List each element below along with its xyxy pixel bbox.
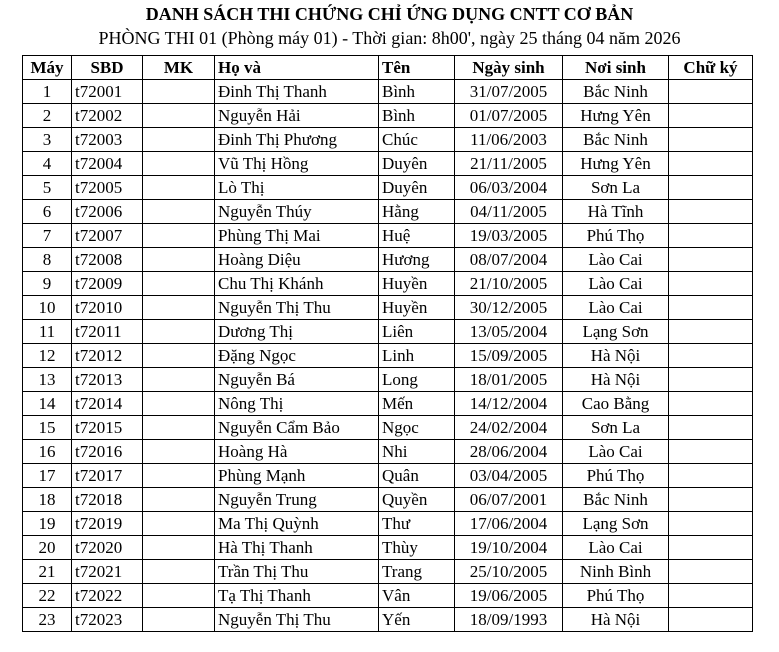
cell-ten: Huyền (379, 296, 455, 320)
cell-noi-sinh: Hà Nội (563, 368, 669, 392)
cell-ho-va: Đặng Ngọc (215, 344, 379, 368)
cell-sbd: t72010 (72, 296, 143, 320)
cell-ho-va: Tạ Thị Thanh (215, 584, 379, 608)
column-header-mk: MK (143, 56, 215, 80)
cell-chu-ky (669, 296, 753, 320)
cell-ten: Yến (379, 608, 455, 632)
cell-ten: Huyền (379, 272, 455, 296)
cell-may: 21 (23, 560, 72, 584)
cell-sbd: t72006 (72, 200, 143, 224)
cell-chu-ky (669, 488, 753, 512)
cell-ho-va: Nguyễn Thúy (215, 200, 379, 224)
cell-ho-va: Ma Thị Quỳnh (215, 512, 379, 536)
cell-ten: Long (379, 368, 455, 392)
cell-chu-ky (669, 560, 753, 584)
cell-ho-va: Đinh Thị Phương (215, 128, 379, 152)
cell-ngay-sinh: 30/12/2005 (455, 296, 563, 320)
cell-sbd: t72008 (72, 248, 143, 272)
table-row (23, 176, 753, 200)
cell-sbd: t72013 (72, 368, 143, 392)
cell-ten: Quân (379, 464, 455, 488)
cell-sbd: t72001 (72, 80, 143, 104)
cell-sbd: t72005 (72, 176, 143, 200)
cell-ten: Ngọc (379, 416, 455, 440)
table-row (23, 560, 753, 584)
cell-noi-sinh: Hưng Yên (563, 152, 669, 176)
table-row (23, 320, 753, 344)
cell-chu-ky (669, 176, 753, 200)
cell-ten: Vân (379, 584, 455, 608)
cell-noi-sinh: Lào Cai (563, 248, 669, 272)
cell-ten: Duyên (379, 152, 455, 176)
cell-ngay-sinh: 19/06/2005 (455, 584, 563, 608)
cell-chu-ky (669, 80, 753, 104)
cell-noi-sinh: Phú Thọ (563, 224, 669, 248)
cell-mk (143, 272, 215, 296)
cell-ho-va: Nguyễn Cẩm Bảo (215, 416, 379, 440)
cell-sbd: t72023 (72, 608, 143, 632)
cell-mk (143, 224, 215, 248)
table-row (23, 392, 753, 416)
cell-chu-ky (669, 512, 753, 536)
cell-mk (143, 368, 215, 392)
cell-chu-ky (669, 608, 753, 632)
table-row (23, 368, 753, 392)
table-row (23, 104, 753, 128)
cell-ngay-sinh: 04/11/2005 (455, 200, 563, 224)
cell-ten: Liên (379, 320, 455, 344)
table-row (23, 344, 753, 368)
table-row (23, 512, 753, 536)
cell-sbd: t72011 (72, 320, 143, 344)
cell-noi-sinh: Cao Bằng (563, 392, 669, 416)
cell-sbd: t72020 (72, 536, 143, 560)
cell-noi-sinh: Hà Nội (563, 344, 669, 368)
cell-ho-va: Phùng Mạnh (215, 464, 379, 488)
cell-sbd: t72019 (72, 512, 143, 536)
cell-sbd: t72009 (72, 272, 143, 296)
cell-ho-va: Nguyễn Thị Thu (215, 608, 379, 632)
cell-ten: Nhi (379, 440, 455, 464)
cell-mk (143, 320, 215, 344)
cell-noi-sinh: Phú Thọ (563, 464, 669, 488)
table-row (23, 464, 753, 488)
cell-ten: Bình (379, 104, 455, 128)
cell-noi-sinh: Bắc Ninh (563, 128, 669, 152)
cell-noi-sinh: Bắc Ninh (563, 488, 669, 512)
cell-ho-va: Dương Thị (215, 320, 379, 344)
cell-ho-va: Nông Thị (215, 392, 379, 416)
cell-sbd: t72002 (72, 104, 143, 128)
cell-may: 23 (23, 608, 72, 632)
cell-sbd: t72014 (72, 392, 143, 416)
cell-mk (143, 464, 215, 488)
cell-ho-va: Nguyễn Thị Thu (215, 296, 379, 320)
cell-ngay-sinh: 06/07/2001 (455, 488, 563, 512)
cell-noi-sinh: Lào Cai (563, 296, 669, 320)
cell-ten: Linh (379, 344, 455, 368)
cell-ho-va: Hoàng Hà (215, 440, 379, 464)
cell-noi-sinh: Sơn La (563, 176, 669, 200)
cell-mk (143, 392, 215, 416)
cell-ngay-sinh: 21/10/2005 (455, 272, 563, 296)
cell-ten: Thùy (379, 536, 455, 560)
cell-sbd: t72012 (72, 344, 143, 368)
table-row (23, 416, 753, 440)
cell-noi-sinh: Ninh Bình (563, 560, 669, 584)
cell-may: 13 (23, 368, 72, 392)
cell-ho-va: Hoàng Diệu (215, 248, 379, 272)
cell-mk (143, 560, 215, 584)
exam-roster-table (22, 55, 753, 632)
cell-mk (143, 488, 215, 512)
cell-chu-ky (669, 272, 753, 296)
cell-noi-sinh: Hà Nội (563, 608, 669, 632)
cell-mk (143, 80, 215, 104)
cell-ho-va: Trần Thị Thu (215, 560, 379, 584)
cell-ten: Trang (379, 560, 455, 584)
cell-chu-ky (669, 440, 753, 464)
table-row (23, 536, 753, 560)
cell-noi-sinh: Lạng Sơn (563, 320, 669, 344)
cell-ho-va: Phùng Thị Mai (215, 224, 379, 248)
cell-may: 17 (23, 464, 72, 488)
cell-ten: Huệ (379, 224, 455, 248)
cell-ngay-sinh: 24/02/2004 (455, 416, 563, 440)
cell-ngay-sinh: 03/04/2005 (455, 464, 563, 488)
table-header-row (23, 56, 753, 80)
table-row (23, 248, 753, 272)
table-row (23, 224, 753, 248)
cell-mk (143, 608, 215, 632)
cell-ten: Duyên (379, 176, 455, 200)
cell-ho-va: Chu Thị Khánh (215, 272, 379, 296)
page-title: DANH SÁCH THI CHỨNG CHỈ ỨNG DỤNG CNTT CƠ BẢN (145, 4, 634, 24)
cell-sbd: t72016 (72, 440, 143, 464)
cell-sbd: t72015 (72, 416, 143, 440)
cell-chu-ky (669, 128, 753, 152)
table-row (23, 272, 753, 296)
cell-may: 16 (23, 440, 72, 464)
cell-mk (143, 344, 215, 368)
cell-chu-ky (669, 152, 753, 176)
cell-ngay-sinh: 14/12/2004 (455, 392, 563, 416)
table-row (23, 608, 753, 632)
cell-ho-va: Nguyễn Hải (215, 104, 379, 128)
page-subtitle: PHÒNG THI 01 (Phòng máy 01) - Thời gian: 8h00', ngày 25 tháng 04 năm 2026 (98, 28, 681, 48)
table-row (23, 128, 753, 152)
cell-chu-ky (669, 464, 753, 488)
cell-ho-va: Vũ Thị Hồng (215, 152, 379, 176)
cell-sbd: t72017 (72, 464, 143, 488)
cell-noi-sinh: Lào Cai (563, 440, 669, 464)
cell-chu-ky (669, 344, 753, 368)
cell-ho-va: Hà Thị Thanh (215, 536, 379, 560)
cell-mk (143, 296, 215, 320)
cell-mk (143, 512, 215, 536)
table-body (23, 80, 753, 632)
cell-ten: Bình (379, 80, 455, 104)
cell-ho-va: Nguyễn Bá (215, 368, 379, 392)
cell-ngay-sinh: 13/05/2004 (455, 320, 563, 344)
cell-ngay-sinh: 19/10/2004 (455, 536, 563, 560)
cell-noi-sinh: Hà Tĩnh (563, 200, 669, 224)
cell-ngay-sinh: 06/03/2004 (455, 176, 563, 200)
cell-may: 6 (23, 200, 72, 224)
cell-mk (143, 440, 215, 464)
cell-ho-va: Nguyễn Trung (215, 488, 379, 512)
cell-may: 14 (23, 392, 72, 416)
cell-noi-sinh: Phú Thọ (563, 584, 669, 608)
cell-chu-ky (669, 248, 753, 272)
cell-noi-sinh: Lào Cai (563, 536, 669, 560)
cell-ho-va: Lò Thị (215, 176, 379, 200)
cell-ngay-sinh: 21/11/2005 (455, 152, 563, 176)
cell-ten: Quyền (379, 488, 455, 512)
cell-may: 4 (23, 152, 72, 176)
cell-may: 7 (23, 224, 72, 248)
cell-may: 11 (23, 320, 72, 344)
cell-noi-sinh: Hưng Yên (563, 104, 669, 128)
cell-may: 19 (23, 512, 72, 536)
cell-chu-ky (669, 416, 753, 440)
cell-ngay-sinh: 11/06/2003 (455, 128, 563, 152)
cell-may: 2 (23, 104, 72, 128)
cell-may: 15 (23, 416, 72, 440)
cell-noi-sinh: Lạng Sơn (563, 512, 669, 536)
column-header-ten: Tên (379, 56, 455, 80)
cell-noi-sinh: Sơn La (563, 416, 669, 440)
cell-ngay-sinh: 17/06/2004 (455, 512, 563, 536)
cell-may: 18 (23, 488, 72, 512)
cell-may: 12 (23, 344, 72, 368)
cell-sbd: t72021 (72, 560, 143, 584)
table-row (23, 488, 753, 512)
table-row (23, 152, 753, 176)
cell-may: 1 (23, 80, 72, 104)
cell-sbd: t72004 (72, 152, 143, 176)
cell-chu-ky (669, 320, 753, 344)
cell-ngay-sinh: 08/07/2004 (455, 248, 563, 272)
cell-may: 8 (23, 248, 72, 272)
cell-ngay-sinh: 15/09/2005 (455, 344, 563, 368)
column-header-ngay-sinh: Ngày sinh (455, 56, 563, 80)
table-row (23, 440, 753, 464)
column-header-chu-ky: Chữ ký (669, 56, 753, 80)
column-header-ho-va: Họ và (215, 56, 379, 80)
cell-may: 22 (23, 584, 72, 608)
cell-mk (143, 152, 215, 176)
cell-mk (143, 176, 215, 200)
cell-noi-sinh: Lào Cai (563, 272, 669, 296)
cell-ngay-sinh: 18/09/1993 (455, 608, 563, 632)
cell-mk (143, 248, 215, 272)
cell-mk (143, 200, 215, 224)
cell-ngay-sinh: 31/07/2005 (455, 80, 563, 104)
cell-sbd: t72007 (72, 224, 143, 248)
cell-noi-sinh: Bắc Ninh (563, 80, 669, 104)
cell-sbd: t72018 (72, 488, 143, 512)
cell-ten: Thư (379, 512, 455, 536)
cell-sbd: t72022 (72, 584, 143, 608)
column-header-sbd: SBD (72, 56, 143, 80)
cell-ngay-sinh: 18/01/2005 (455, 368, 563, 392)
cell-ngay-sinh: 25/10/2005 (455, 560, 563, 584)
table-row (23, 80, 753, 104)
cell-may: 9 (23, 272, 72, 296)
cell-chu-ky (669, 392, 753, 416)
cell-chu-ky (669, 536, 753, 560)
cell-mk (143, 416, 215, 440)
cell-ho-va: Đinh Thị Thanh (215, 80, 379, 104)
table-row (23, 200, 753, 224)
table-row (23, 584, 753, 608)
cell-mk (143, 536, 215, 560)
column-header-may: Máy (23, 56, 72, 80)
cell-chu-ky (669, 200, 753, 224)
cell-chu-ky (669, 584, 753, 608)
cell-sbd: t72003 (72, 128, 143, 152)
cell-ten: Chúc (379, 128, 455, 152)
cell-ten: Hương (379, 248, 455, 272)
cell-mk (143, 584, 215, 608)
cell-may: 3 (23, 128, 72, 152)
cell-ngay-sinh: 28/06/2004 (455, 440, 563, 464)
cell-may: 5 (23, 176, 72, 200)
cell-chu-ky (669, 104, 753, 128)
cell-ngay-sinh: 19/03/2005 (455, 224, 563, 248)
cell-may: 10 (23, 296, 72, 320)
cell-mk (143, 128, 215, 152)
cell-ten: Hằng (379, 200, 455, 224)
cell-ten: Mến (379, 392, 455, 416)
cell-chu-ky (669, 368, 753, 392)
cell-chu-ky (669, 224, 753, 248)
cell-may: 20 (23, 536, 72, 560)
table-row (23, 296, 753, 320)
cell-mk (143, 104, 215, 128)
cell-ngay-sinh: 01/07/2005 (455, 104, 563, 128)
column-header-noi-sinh: Nơi sinh (563, 56, 669, 80)
